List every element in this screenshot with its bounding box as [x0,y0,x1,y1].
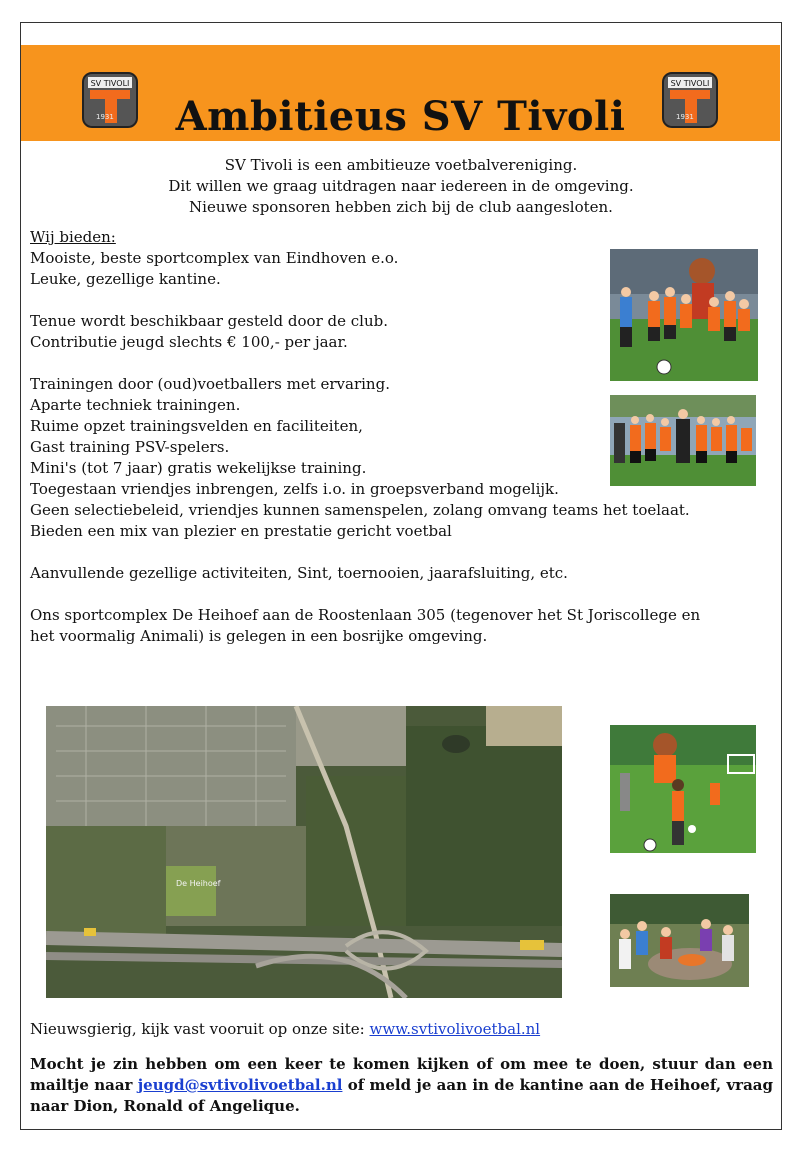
closing-text: of meld je aan in de kantine aan de Heihoef, vraag naar Dion, Ronald of Angelique. [30,1076,774,1115]
offer-line: Ruime opzet trainingsvelden en faciliteiten, [30,417,363,435]
title-banner [21,45,780,141]
offer-line: Aanvullende gezellige activiteiten, Sint, toernooien, jaarafsluiting, etc. [30,564,568,582]
offer-line: Trainingen door (oud)voetballers met ervaring. [30,375,390,393]
intro-line: SV Tivoli is een ambitieuze voetbalvereniging. [224,156,578,174]
offer-line: Mooiste, beste sportcomplex van Eindhoven e.o. [30,249,399,267]
offer-line: Geen selectiebeleid, vriendjes kunnen samenspelen, zolang omvang teams het toelaat. [30,501,690,519]
intro-text [21,155,781,218]
section-heading: Wij bieden: [30,228,116,246]
offer-line: Toegestaan vriendjes inbrengen, zelfs i.o. in groepsverband mogelijk. [30,480,559,498]
offer-line: Contributie jeugd slechts € 100,- per jaar. [30,333,348,351]
email-link[interactable]: jeugd@svtivolivoetbal.nl [137,1076,343,1094]
svg-text:1931: 1931 [676,113,694,121]
team-photo-lineup [610,395,756,486]
svg-text:SV TIVOLI: SV TIVOLI [670,79,710,88]
offer-line: Leuke, gezellige kantine. [30,270,221,288]
offer-line: Aparte techniek trainingen. [30,396,241,414]
team-photo-mascot [610,249,758,381]
website-link[interactable]: www.svtivolivoetbal.nl [369,1020,541,1038]
offer-line: het voormalig Animali) is gelegen in een bosrijke omgeving. [30,627,488,645]
offer-line: Tenue wordt beschikbaar gesteld door de club. [30,312,389,330]
intro-line: Nieuwe sponsoren hebben zich bij de club aangesloten. [189,198,613,216]
flyer-page [20,22,782,1130]
offer-line: Ons sportcomplex De Heihoef aan de Roostenlaan 305 (tegenover het St Joriscollege en [30,606,701,624]
closing-paragraph [30,1054,773,1117]
offer-line: Bieden een mix van plezier en prestatie gericht voetbal [30,522,452,540]
closing-text: Mocht je zin hebben om een keer te komen kijken of om mee te doen, stuur dan een mailtje naar [30,1055,773,1094]
svg-text:1931: 1931 [96,113,114,121]
campfire-photo [610,894,749,987]
website-line [30,1020,540,1038]
training-photo [610,725,756,853]
svg-text:SV TIVOLI: SV TIVOLI [90,79,130,88]
offer-line: Mini's (tot 7 jaar) gratis wekelijkse training. [30,459,367,477]
website-text: Nieuwsgierig, kijk vast vooruit op onze site: [30,1020,370,1038]
page-title: Ambitieus SV Tivoli [175,93,626,140]
svg-text:De Heihoef: De Heihoef [176,879,221,888]
intro-line: Dit willen we graag uitdragen naar iedereen in de omgeving. [168,177,634,195]
aerial-map-image [46,706,562,998]
club-logo-icon [661,71,719,129]
offer-line: Gast training PSV-spelers. [30,438,230,456]
